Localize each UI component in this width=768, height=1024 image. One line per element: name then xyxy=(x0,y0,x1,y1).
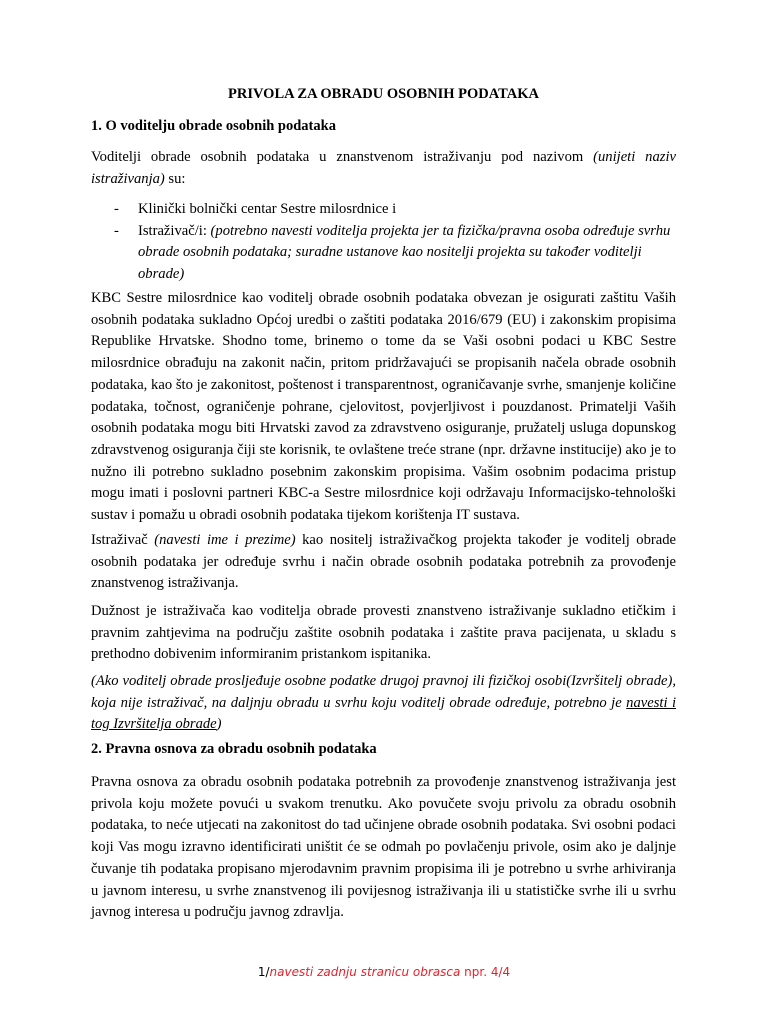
section-1-intro: Voditelji obrade osobnih podataka u znanstvenom istraživanju pod nazivom (unijeti naziv istraživanja) su: xyxy=(91,149,676,187)
controller-list xyxy=(91,199,676,286)
paragraph-legal-basis: Pravna osnova za obradu osobnih podataka potrebnih za provođenje znanstvenog istraživanja jest privola koju možete povući u svakom trenutku. Ako povučete svoju privolu za obradu osobnih podataka, to neće utjecati na zakonitost do tad učinjene obrade osobnih podataka. Svi osobni podaci koji Vas mogu izravno identificirati uništit će se odmah po povlačenju privole, osim ako je daljnje čuvanje tih podataka propisano mjerodavnim pravnim propisima ili je potrebno u svrhe arhiviranja u javnom interesu, u svrhe znanstvenog ili povijesnog istraživanja ili u statističke svrhe ili u svrhu javnog interesa u području javnog zdravlja. xyxy=(91,774,676,921)
processor-link-text: navesti i tog Izvršitelja obrade xyxy=(91,694,676,733)
section-2-heading: 2. Pravna osnova za obradu osobnih podataka xyxy=(91,741,377,757)
list-item: - Istraživač/i: (potrebno navesti voditelja projekta jer ta fizička/pravna osoba određuje svrhu obrade osobnih podataka; suradne ustanove kao nositelji projekta su također voditelji obrade) xyxy=(114,222,671,283)
list-item: - Klinički bolnički centar Sestre milosrdnice i xyxy=(114,201,397,217)
paragraph-duty: Dužnost je istraživača kao voditelja obrade provesti znanstveno istraživanje sukladno etičkim i pravnim zahtjevima na području zaštite osobnih podataka i zaštite prava pacijenata, u skladu s prethodno dobivenim informiranim pristankom ispitanika. xyxy=(91,603,676,663)
paragraph-researcher: Istraživač (navesti ime i prezime) kao nositelj istraživačkog projekta također je voditelj obrade osobnih podataka jer određuje svrhu i način obrade osobnih podataka potrebnih za provođenje znanstvenog istraživanja. xyxy=(91,532,676,592)
footer-note: navesti zadnju stranicu obrasca xyxy=(269,965,461,979)
page-footer: 1/navesti zadnju stranicu obrasca npr. 4/4 xyxy=(257,965,511,979)
section-1-heading: 1. O voditelju obrade osobnih podataka xyxy=(91,118,336,134)
paragraph-kbc: KBC Sestre milosrdnice kao voditelj obrade osobnih podataka obvezan je osigurati zaštitu Vaših osobnih podataka sukladno Općoj uredbi o zaštiti podataka 2016/679 (EU) i zakonskim propisima Republike Hrvatske. Shodno tome, brinemo o tome da se Vaši osobni podaci u KBC Sestre milosrdnice obrađuju na zakonit način, pritom pridržavajući se propisanih načela obrade osobnih podataka, kao što je zakonitost, poštenost i transparentnost, ograničavanje svrhe, smanjenje količine podataka, točnost, ograničenje pohrane, cjelovitost, povjerljivost i pouzdanost. Primatelji Vaših osobnih podataka mogu biti Hrvatski zavod za zdravstveno osiguranje, pružatelj usluga dopunskog zdravstvenog osiguranja čiji ste korisnik, te ovlaštene treće strane (npr. državne institucije) ako je to nužno ili potrebno sukladno posebnim zakonskim propisima. Vašim osobnim podacima pristup mogu imati i poslovni partneri KBC-a Sestre milosrdnice koji održavaju Informacijsko-tehnološki sustav i pomažu u obradi osobnih podataka tijekom korištenja IT sustava. xyxy=(91,290,676,524)
document-title: PRIVOLA ZA OBRADU OSOBNIH PODATAKA xyxy=(228,86,539,102)
paragraph-processor-note: (Ako voditelj obrade prosljeđuje osobne podatke drugoj pravnoj ili fizičkoj osobi(Izvršitelj obrade), koja nije istraživač, na daljnju obradu u svrhu koju voditelj obrade određuje, potrebno je navesti i tog Izvršitelja obrade) xyxy=(91,673,676,733)
